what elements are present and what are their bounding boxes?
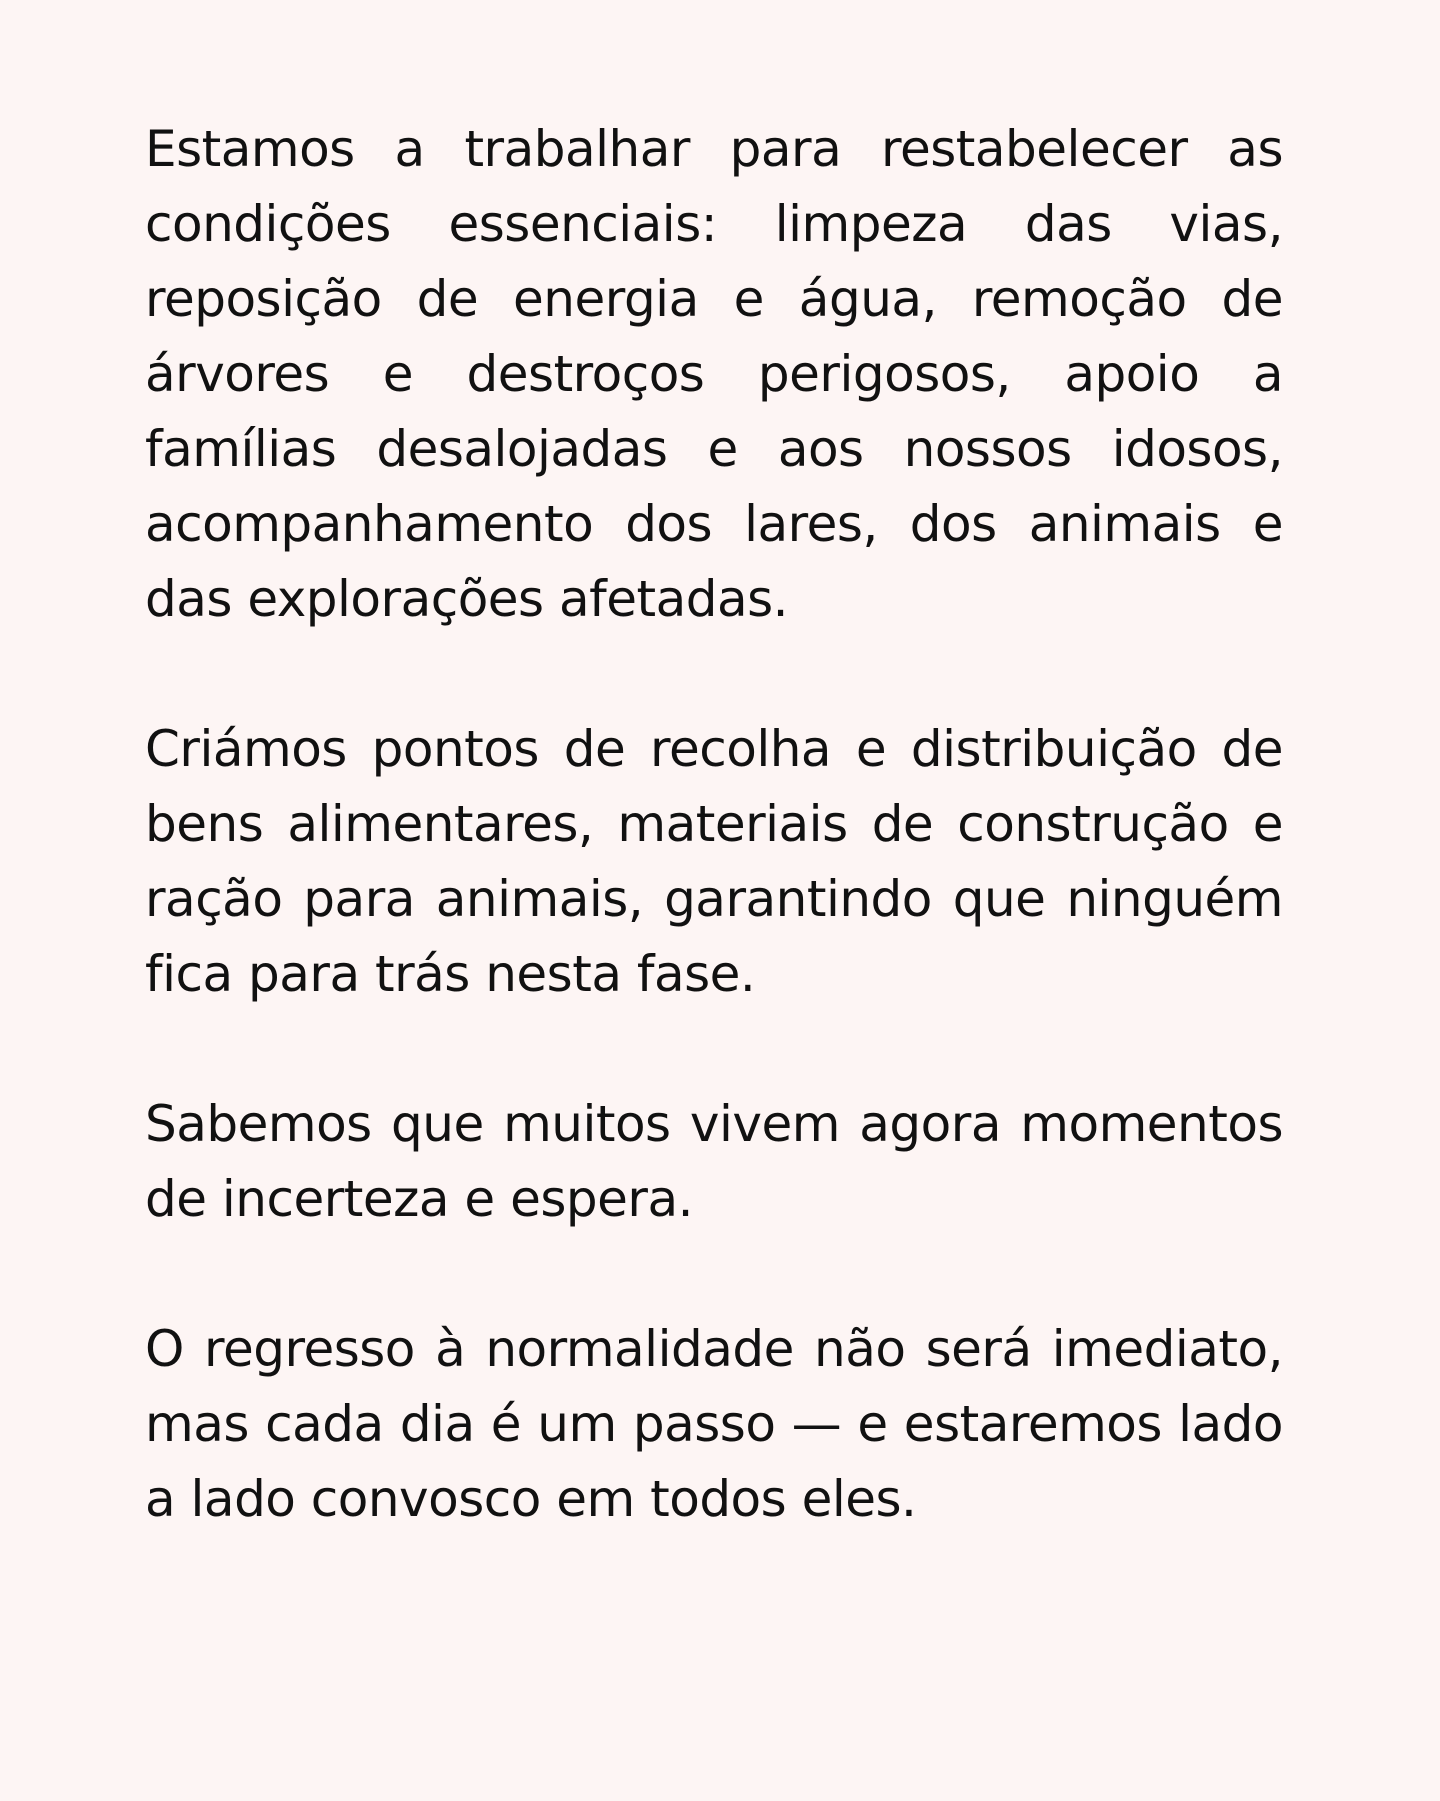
document-body: [145, 112, 1283, 1537]
paragraph-uncertainty: Sabemos que muitos vivem agora momentos de incerteza e espera.: [145, 1095, 1283, 1228]
paragraph-return-to-normal: O regresso à normalidade não será imediato, mas cada dia é um passo — e estaremos lado a lado convosco em todos eles.: [145, 1320, 1283, 1528]
paragraph-recovery-work: Estamos a trabalhar para restabelecer as condições essenciais: limpeza das vias, reposição de energia e água, remoção de árvores e destroços perigosos, apoio a famílias desalojadas e aos nossos idosos, acompanhamento dos lares, dos animais e das explorações afetadas.: [145, 120, 1283, 628]
paragraph-collection-points: Criámos pontos de recolha e distribuição de bens alimentares, materiais de construção e ração para animais, garantindo que ninguém fica para trás nesta fase.: [145, 720, 1283, 1003]
